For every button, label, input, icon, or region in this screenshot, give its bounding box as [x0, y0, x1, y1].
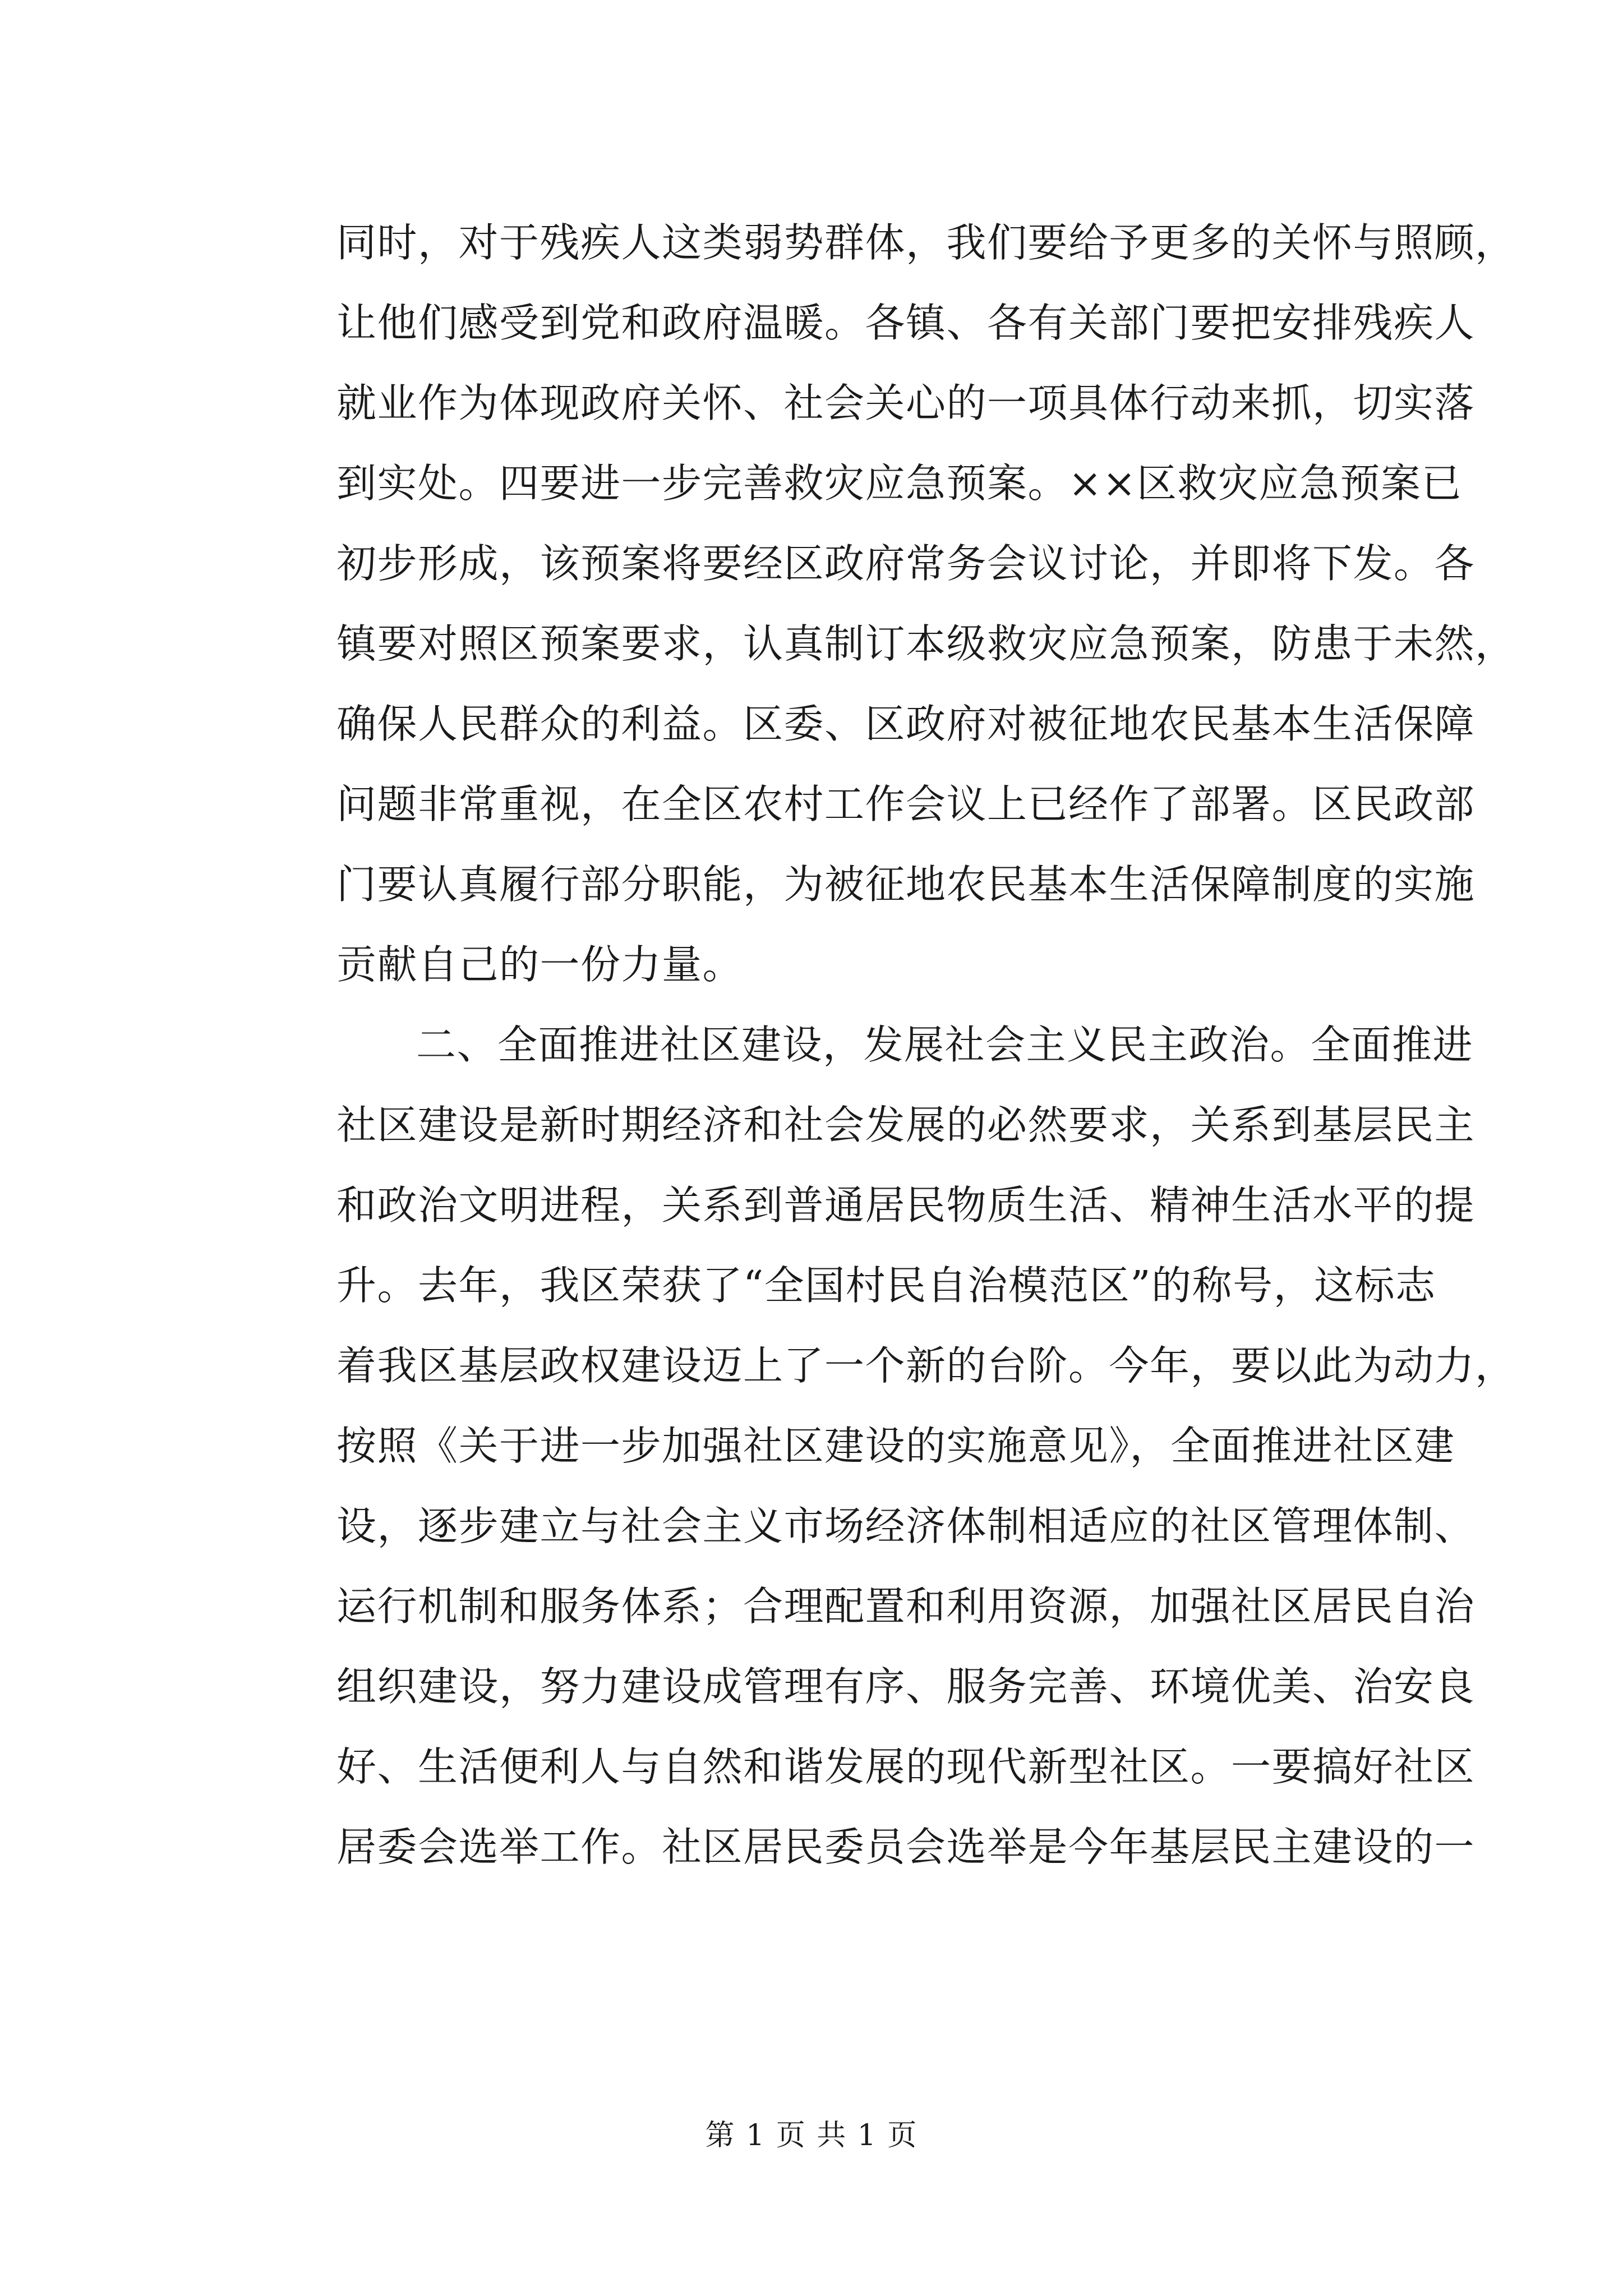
text-line: 运行机制和服务体系；合理配置和利用资源，加强社区居民自治 — [336, 1583, 1476, 1630]
text-line: 初步形成，该预案将要经区政府常务会议讨论，并即将下发。各 — [336, 540, 1476, 587]
text-line: 组织建设，努力建设成管理有序、服务完善、环境优美、治安良 — [336, 1663, 1476, 1710]
text-line: 镇要对照区预案要求，认真制订本级救灾应急预案，防患于未然， — [336, 620, 1516, 667]
text-line: 问题非常重视，在全区农村工作会议上已经作了部署。区民政部 — [336, 781, 1476, 827]
text-line: 社区建设是新时期经济和社会发展的必然要求，关系到基层民主 — [336, 1102, 1476, 1148]
text-line: 居委会选举工作。社区居民委员会选举是今年基层民主建设的一 — [336, 1824, 1476, 1870]
text-line: 让他们感受到党和政府温暖。各镇、各有关部门要把安排残疾人 — [336, 300, 1476, 346]
text-line: 到实处。四要进一步完善救灾应急预案。××区救灾应急预案已 — [336, 460, 1462, 507]
text-line: 按照《关于进一步加强社区建设的实施意见》，全面推进社区建 — [336, 1423, 1455, 1469]
page-number-footer: 第 1 页 共 1 页 — [705, 2119, 918, 2152]
text-line: 和政治文明进程，关系到普通居民物质生活、精神生活水平的提 — [336, 1182, 1476, 1228]
text-line: 就业作为体现政府关怀、社会关心的一项具体行动来抓，切实落 — [336, 380, 1476, 426]
text-line: 确保人民群众的利益。区委、区政府对被征地农民基本生活保障 — [336, 701, 1476, 747]
text-line: 设，逐步建立与社会主义市场经济体制相适应的社区管理体制、 — [336, 1503, 1476, 1549]
text-line: 门要认真履行部分职能，为被征地农民基本生活保障制度的实施 — [336, 861, 1476, 908]
text-line: 同时，对于残疾人这类弱势群体，我们要给予更多的关怀与照顾， — [336, 219, 1516, 266]
text-line: 贡献自己的一份力量。 — [336, 941, 744, 988]
text-line: 着我区基层政权建设迈上了一个新的台阶。今年，要以此为动力， — [336, 1342, 1516, 1389]
section-heading-line: 二、全面推进社区建设，发展社会主义民主政治。全面推进 — [416, 1022, 1474, 1068]
text-line: 升。去年，我区荣获了“全国村民自治模范区”的称号，这标志 — [336, 1262, 1436, 1309]
text-line: 好、生活便利人与自然和谐发展的现代新型社区。一要搞好社区 — [336, 1743, 1476, 1790]
